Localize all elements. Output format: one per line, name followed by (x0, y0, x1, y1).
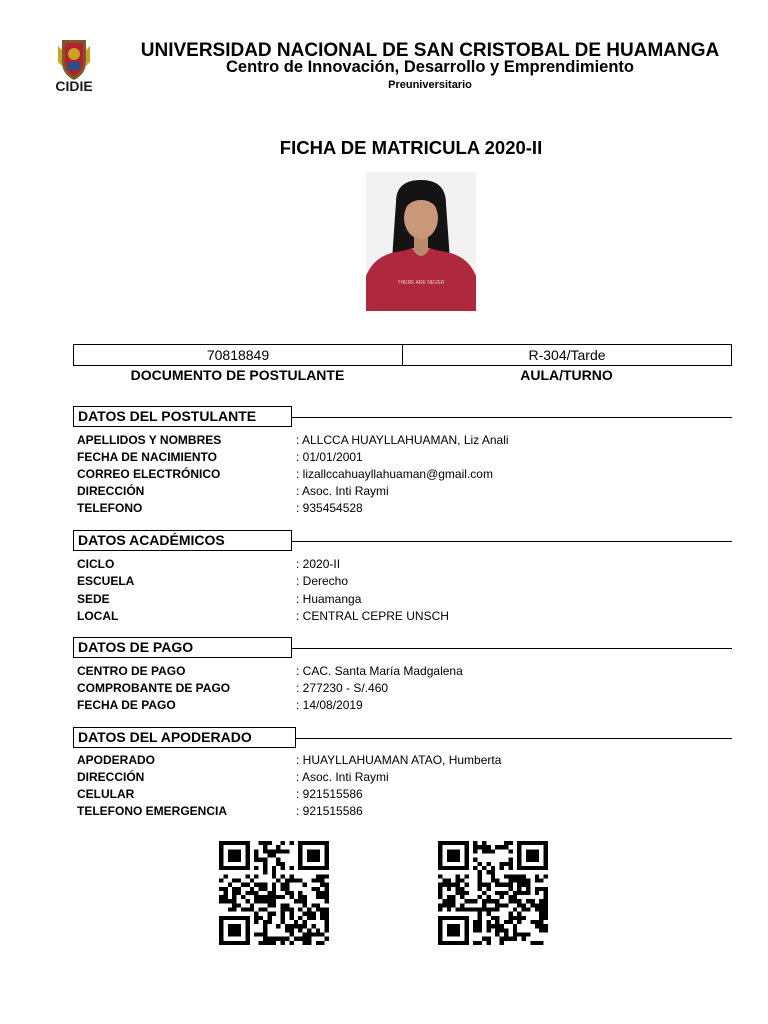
section-academicos-header: DATOS ACADÉMICOS (73, 530, 292, 551)
field-label: CORREO ELECTRÓNICO (77, 467, 221, 481)
university-crest-icon (58, 40, 90, 80)
logo-text: CIDIE (55, 78, 93, 94)
field-label: TELEFONO EMERGENCIA (77, 804, 228, 818)
field-row (77, 752, 737, 769)
field-label: DIRECCIÓN (77, 770, 145, 784)
field-value: : lizallccahuayllahuaman@gmail.com (296, 467, 493, 481)
field-label: APELLIDOS Y NOMBRES (77, 433, 222, 447)
field-label: DIRECCIÓN (77, 484, 145, 498)
qr-code-icon (219, 841, 329, 945)
shirt-text: THERE ARE NEVER (397, 280, 445, 286)
field-row (77, 608, 737, 625)
section-pago-header: DATOS DE PAGO (73, 637, 292, 658)
field-value: : Derecho (296, 574, 349, 588)
qr-code-left (219, 841, 329, 945)
applicant-photo (366, 172, 476, 311)
field-row (77, 432, 737, 449)
field-value: : 14/08/2019 (296, 698, 363, 712)
field-label: CICLO (77, 557, 115, 571)
field-value: : ALLCCA HUAYLLAHUAMAN, Liz Anali (296, 433, 509, 447)
qr-code-icon (438, 841, 548, 945)
section-apoderado-header: DATOS DEL APODERADO (73, 727, 296, 748)
field-value: : 921515586 (296, 787, 363, 801)
document-label: DOCUMENTO DE POSTULANTE (130, 367, 345, 383)
identification-table (73, 344, 732, 366)
section-postulante-header: DATOS DEL POSTULANTE (73, 406, 292, 427)
field-label: SEDE (77, 592, 110, 606)
field-value: : Asoc. Inti Raymi (296, 770, 389, 784)
field-row (77, 449, 737, 466)
field-row (77, 556, 737, 573)
university-name: UNIVERSIDAD NACIONAL DE SAN CRISTOBAL DE HUAMANGA (140, 40, 720, 61)
field-label: CENTRO DE PAGO (77, 664, 186, 678)
field-row (77, 697, 737, 714)
field-row (77, 466, 737, 483)
field-row (77, 769, 737, 786)
field-value: : 277230 - S/.460 (296, 681, 389, 695)
field-value: : Huamanga (296, 592, 362, 606)
field-row (77, 500, 737, 517)
classroom-shift: R-304/Tarde (402, 345, 731, 365)
field-value: : 935454528 (296, 501, 363, 515)
field-row (77, 591, 737, 608)
field-value: : 01/01/2001 (296, 450, 363, 464)
field-value: : 921515586 (296, 804, 363, 818)
section-divider (296, 738, 732, 739)
classroom-label: AULA/TURNO (520, 367, 613, 383)
field-value: : CAC. Santa María Madgalena (296, 664, 463, 678)
field-label: LOCAL (77, 609, 119, 623)
cidie-logo (40, 36, 108, 96)
field-label: FECHA DE NACIMIENTO (77, 450, 218, 464)
page-title: FICHA DE MATRICULA 2020-II (279, 137, 543, 158)
field-label: CELULAR (77, 787, 135, 801)
field-value: : 2020-II (296, 557, 341, 571)
section-divider (292, 648, 732, 649)
field-label: FECHA DE PAGO (77, 698, 176, 712)
field-label: APODERADO (77, 753, 156, 767)
field-row (77, 663, 737, 680)
field-label: TELEFONO (77, 501, 143, 515)
field-row (77, 786, 737, 803)
field-label: COMPROBANTE DE PAGO (77, 681, 231, 695)
field-row (77, 680, 737, 697)
field-row (77, 803, 737, 820)
field-value: : HUAYLLAHUAMAN ATAO, Humberta (296, 753, 502, 767)
field-value: : Asoc. Inti Raymi (296, 484, 389, 498)
document-number: 70818849 (206, 347, 270, 363)
section-divider (292, 417, 732, 418)
section-divider (292, 541, 732, 542)
center-name: Centro de Innovación, Desarrollo y Emprendimiento (226, 58, 634, 76)
field-row (77, 573, 737, 590)
field-value: : CENTRAL CEPRE UNSCH (296, 609, 449, 623)
program-name: Preuniversitario (388, 79, 472, 91)
qr-code-right (438, 841, 548, 945)
field-label: ESCUELA (77, 574, 135, 588)
field-row (77, 483, 737, 500)
